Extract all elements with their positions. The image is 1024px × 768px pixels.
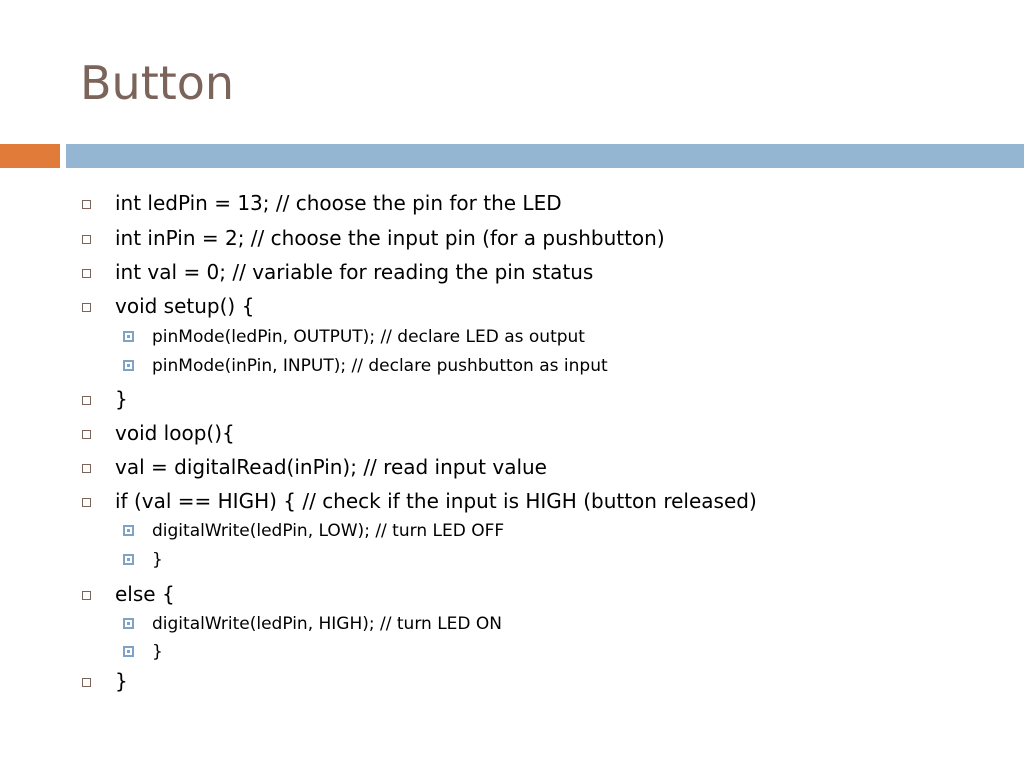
bullet-text: } bbox=[115, 669, 128, 693]
sub-bullet-text: pinMode(ledPin, OUTPUT); // declare LED as output bbox=[152, 327, 585, 347]
sub-bullet-text: } bbox=[152, 550, 163, 570]
sub-bullet-text: digitalWrite(ledPin, LOW); // turn LED OFF bbox=[152, 521, 505, 541]
square-bullet-icon bbox=[82, 396, 91, 405]
square-bullet-icon bbox=[82, 200, 91, 209]
bullet-text: if (val == HIGH) { // check if the input is HIGH (button released) bbox=[115, 489, 757, 513]
square-sub-bullet-icon bbox=[123, 646, 134, 657]
bullet-text: void setup() { bbox=[115, 294, 255, 318]
square-sub-bullet-icon bbox=[123, 360, 134, 371]
bullet-text: void loop(){ bbox=[115, 421, 235, 445]
square-bullet-icon bbox=[82, 678, 91, 687]
slide-title: Button bbox=[80, 56, 235, 110]
square-bullet-icon bbox=[82, 498, 91, 507]
square-sub-bullet-icon bbox=[123, 525, 134, 536]
sub-bullet-text: pinMode(inPin, INPUT); // declare pushbutton as input bbox=[152, 356, 608, 376]
bullet-text: int val = 0; // variable for reading the pin status bbox=[115, 260, 594, 284]
square-bullet-icon bbox=[82, 591, 91, 600]
square-bullet-icon bbox=[82, 303, 91, 312]
square-bullet-icon bbox=[82, 464, 91, 473]
square-bullet-icon bbox=[82, 269, 91, 278]
square-sub-bullet-icon bbox=[123, 618, 134, 629]
square-bullet-icon bbox=[82, 430, 91, 439]
bullet-text: int inPin = 2; // choose the input pin (for a pushbutton) bbox=[115, 226, 665, 250]
square-sub-bullet-icon bbox=[123, 554, 134, 565]
bullet-text: int ledPin = 13; // choose the pin for the LED bbox=[115, 191, 562, 215]
sub-bullet-text: digitalWrite(ledPin, HIGH); // turn LED ON bbox=[152, 614, 502, 634]
square-bullet-icon bbox=[82, 235, 91, 244]
bullet-text: else { bbox=[115, 582, 175, 606]
sub-bullet-text: } bbox=[152, 642, 163, 662]
bullet-text: } bbox=[115, 387, 128, 411]
bullet-text: val = digitalRead(inPin); // read input value bbox=[115, 455, 547, 479]
square-sub-bullet-icon bbox=[123, 331, 134, 342]
